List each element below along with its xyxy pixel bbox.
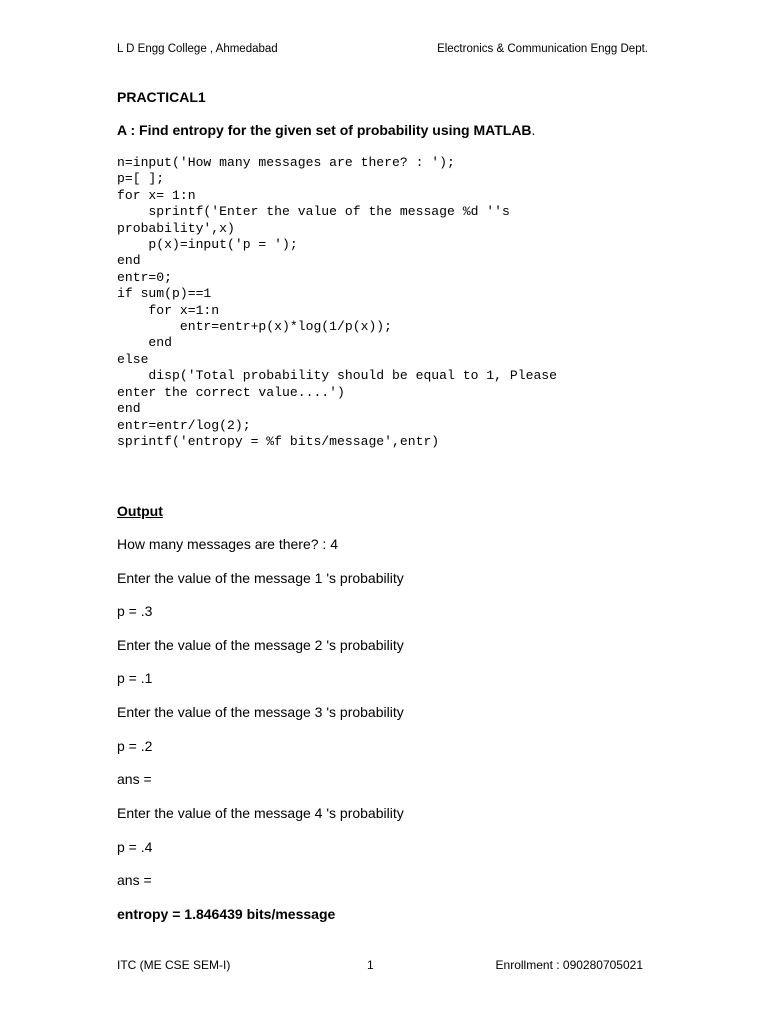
output-line: p = .4 (117, 839, 153, 855)
subtitle-period: . (531, 122, 536, 138)
output-heading: Output (117, 503, 163, 519)
output-line: p = .1 (117, 670, 153, 686)
output-line: Enter the value of the message 4 's probability (117, 805, 404, 821)
footer-page-number: 1 (367, 958, 374, 972)
code-line: entr=0; (117, 269, 173, 285)
output-line: Enter the value of the message 3 's probability (117, 704, 404, 720)
code-line: end (117, 401, 141, 417)
output-line: p = .3 (117, 603, 153, 619)
practical-title: PRACTICAL1 (117, 89, 206, 105)
code-line: sprintf('Enter the value of the message %d ''s (117, 204, 510, 220)
output-line: How many messages are there? : 4 (117, 536, 338, 552)
footer-course: ITC (ME CSE SEM-I) (117, 958, 231, 972)
code-line: for x=1:n (117, 302, 220, 318)
matlab-code-block (117, 155, 557, 450)
code-line: sprintf('entropy = %f bits/message',entr) (117, 433, 440, 449)
code-line: if sum(p)==1 (117, 286, 212, 302)
entropy-result: entropy = 1.846439 bits/message (117, 906, 336, 922)
output-line: ans = (117, 771, 152, 787)
code-line: p=[ ]; (117, 171, 165, 187)
output-line: Enter the value of the message 1 's probability (117, 570, 404, 586)
code-line: end (117, 335, 173, 351)
footer-enrollment: Enrollment : 090280705021 (495, 958, 643, 972)
header-department: Electronics & Communication Engg Dept. (437, 43, 648, 55)
code-line: entr=entr+p(x)*log(1/p(x)); (117, 319, 393, 335)
header-college: L D Engg College , Ahmedabad (117, 43, 278, 55)
code-line: end (117, 253, 141, 269)
output-line: ans = (117, 872, 152, 888)
code-line: p(x)=input('p = '); (117, 237, 298, 253)
code-line: enter the correct value....') (117, 384, 345, 400)
output-line: p = .2 (117, 738, 153, 754)
subtitle-text: A : Find entropy for the given set of probability using MATLAB (117, 122, 532, 138)
code-line: for x= 1:n (117, 187, 196, 203)
practical-subtitle (117, 122, 535, 138)
code-line: n=input('How many messages are there? : '); (117, 155, 455, 170)
code-line: disp('Total probability should be equal to 1, Please (117, 368, 558, 384)
code-line: entr=entr/log(2); (117, 417, 251, 433)
output-line: Enter the value of the message 2 's probability (117, 637, 404, 653)
code-line: else (117, 351, 149, 367)
code-line: probability',x) (117, 220, 235, 236)
